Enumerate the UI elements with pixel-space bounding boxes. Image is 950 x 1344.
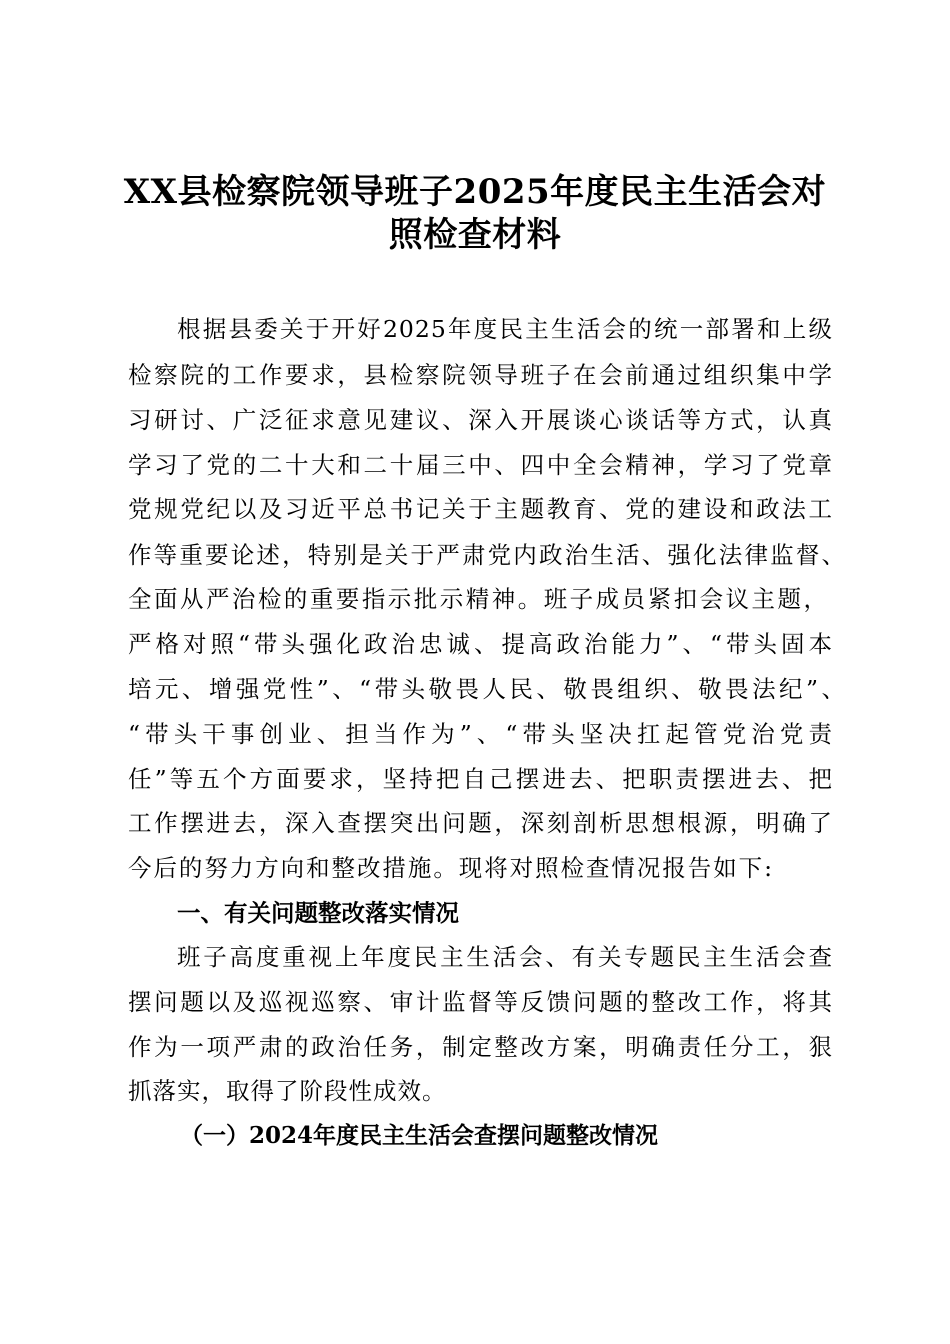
paragraph-line: 班子高度重视上年度民主生活会、有关专题民主生活会查 [177, 943, 833, 971]
section-heading: 一、有关问题整改落实情况 [177, 899, 459, 927]
paragraph-line: 作为一项严肃的政治任务，制定整改方案，明确责任分工，狠 [128, 1033, 833, 1061]
subsection-heading: （一）2024年度民主生活会查摆问题整改情况 [180, 1122, 659, 1149]
paragraph-line: 检察院的工作要求，县检察院领导班子在会前通过组织集中学 [128, 361, 833, 389]
paragraph-line: 工作摆进去，深入查摆突出问题，深刻剖析思想根源，明确了 [128, 809, 833, 837]
document-title-line-2: 照检查材料 [388, 215, 562, 255]
paragraph-line: 作等重要论述，特别是关于严肃党内政治生活、强化法律监督、 [128, 541, 846, 569]
paragraph-line: 党规党纪以及习近平总书记关于主题教育、党的建设和政法工 [128, 495, 833, 523]
document-title-line-1: XX县检察院领导班子2025年度民主生活会对 [123, 172, 827, 212]
paragraph-line: 学习了党的二十大和二十届三中、四中全会精神，学习了党章 [128, 451, 833, 479]
paragraph-line: 任”等五个方面要求，坚持把自己摆进去、把职责摆进去、把 [128, 765, 833, 793]
paragraph-line: 根据县委关于开好2025年度民主生活会的统一部署和上级 [177, 315, 833, 343]
paragraph-line: 抓落实，取得了阶段性成效。 [128, 1077, 447, 1105]
paragraph-line: 培元、增强党性”、“带头敬畏人民、敬畏组织、敬畏法纪”、 [128, 675, 846, 703]
paragraph-line: 摆问题以及巡视巡察、审计监督等反馈问题的整改工作，将其 [128, 988, 833, 1016]
paragraph-line: 全面从严治检的重要指示批示精神。班子成员紧扣会议主题， [128, 585, 828, 613]
paragraph-line: 严格对照“带头强化政治忠诚、提高政治能力”、“带头固本 [128, 630, 833, 658]
paragraph-line: 习研讨、广泛征求意见建议、深入开展谈心谈话等方式，认真 [128, 406, 833, 434]
paragraph-line: “带头干事创业、担当作为”、“带头坚决扛起管党治党责 [128, 720, 833, 748]
paragraph-line: 今后的努力方向和整改措施。现将对照检查情况报告如下: [128, 854, 773, 882]
